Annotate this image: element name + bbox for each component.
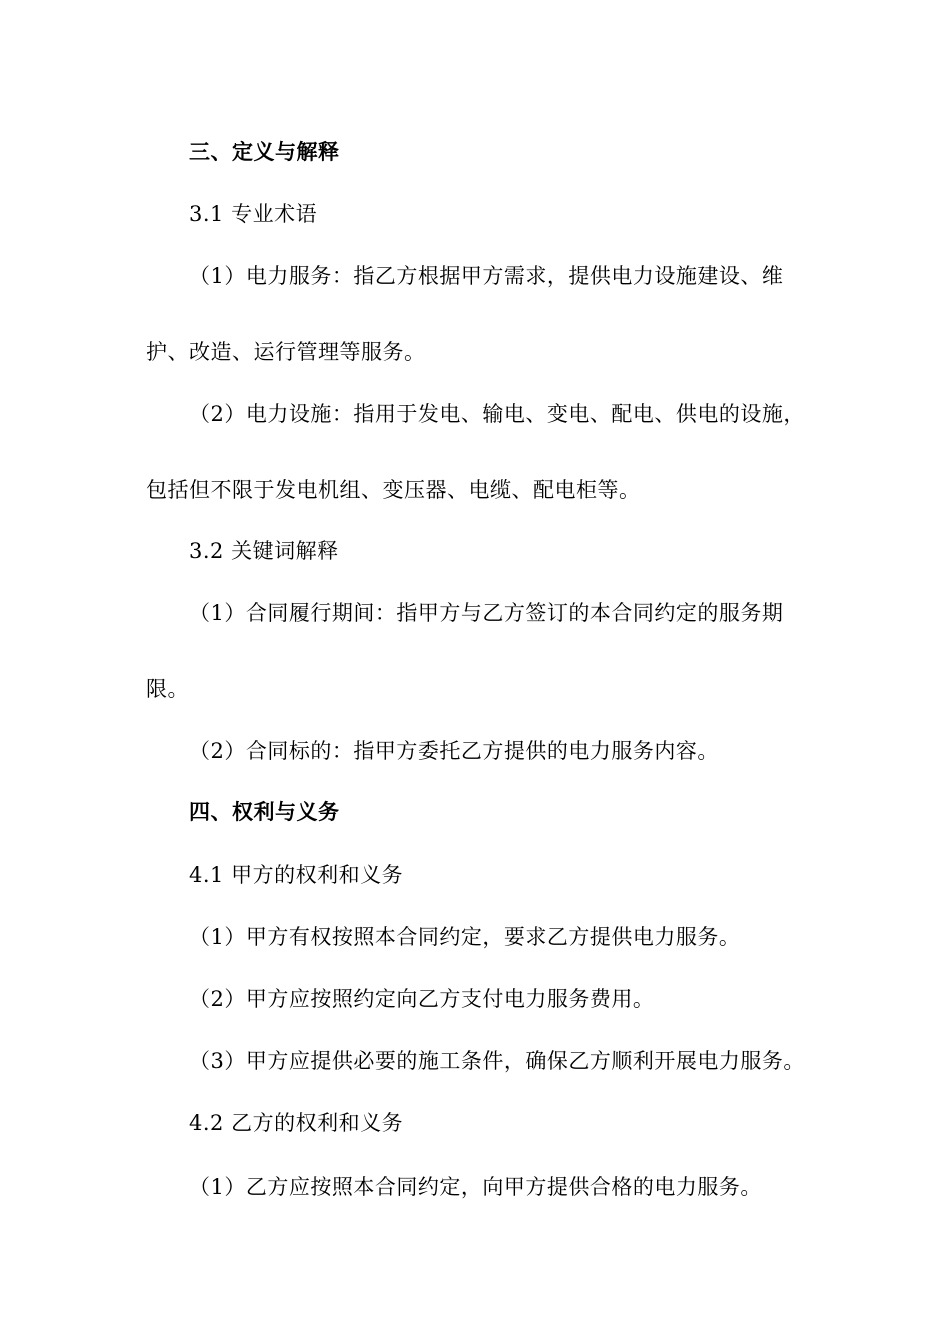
paragraph-4-1-1: （1）甲方有权按照本合同约定，要求乙方提供电力服务。 bbox=[189, 925, 741, 949]
section-3-heading: 三、定义与解释 bbox=[189, 139, 340, 164]
subsection-4-2-title: 4.2 乙方的权利和义务 bbox=[189, 1111, 404, 1135]
paragraph-3-2-2: （2）合同标的：指甲方委托乙方提供的电力服务内容。 bbox=[189, 739, 719, 763]
paragraph-3-1-2-line-2: 包括但不限于发电机组、变压器、电缆、配电柜等。 bbox=[146, 478, 641, 502]
paragraph-4-2-1: （1）乙方应按照本合同约定，向甲方提供合格的电力服务。 bbox=[189, 1175, 762, 1199]
subsection-4-1-title: 4.1 甲方的权利和义务 bbox=[189, 863, 404, 887]
paragraph-3-1-1-line-1: （1）电力服务：指乙方根据甲方需求，提供电力设施建设、维 bbox=[189, 264, 784, 288]
subsection-3-2-title: 3.2 关键词解释 bbox=[189, 539, 339, 563]
paragraph-3-1-1-line-2: 护、改造、运行管理等服务。 bbox=[146, 340, 426, 364]
paragraph-3-2-1-line-2: 限。 bbox=[146, 677, 189, 701]
paragraph-4-1-2: （2）甲方应按照约定向乙方支付电力服务费用。 bbox=[189, 987, 655, 1011]
paragraph-4-1-3: （3）甲方应提供必要的施工条件，确保乙方顺利开展电力服务。 bbox=[189, 1049, 805, 1073]
subsection-3-1-title: 3.1 专业术语 bbox=[189, 202, 318, 226]
section-4-heading: 四、权利与义务 bbox=[189, 799, 340, 824]
paragraph-3-2-1-line-1: （1）合同履行期间：指甲方与乙方签订的本合同约定的服务期 bbox=[189, 601, 784, 625]
paragraph-3-1-2-line-1: （2）电力设施：指用于发电、输电、变电、配电、供电的设施， bbox=[189, 402, 805, 426]
